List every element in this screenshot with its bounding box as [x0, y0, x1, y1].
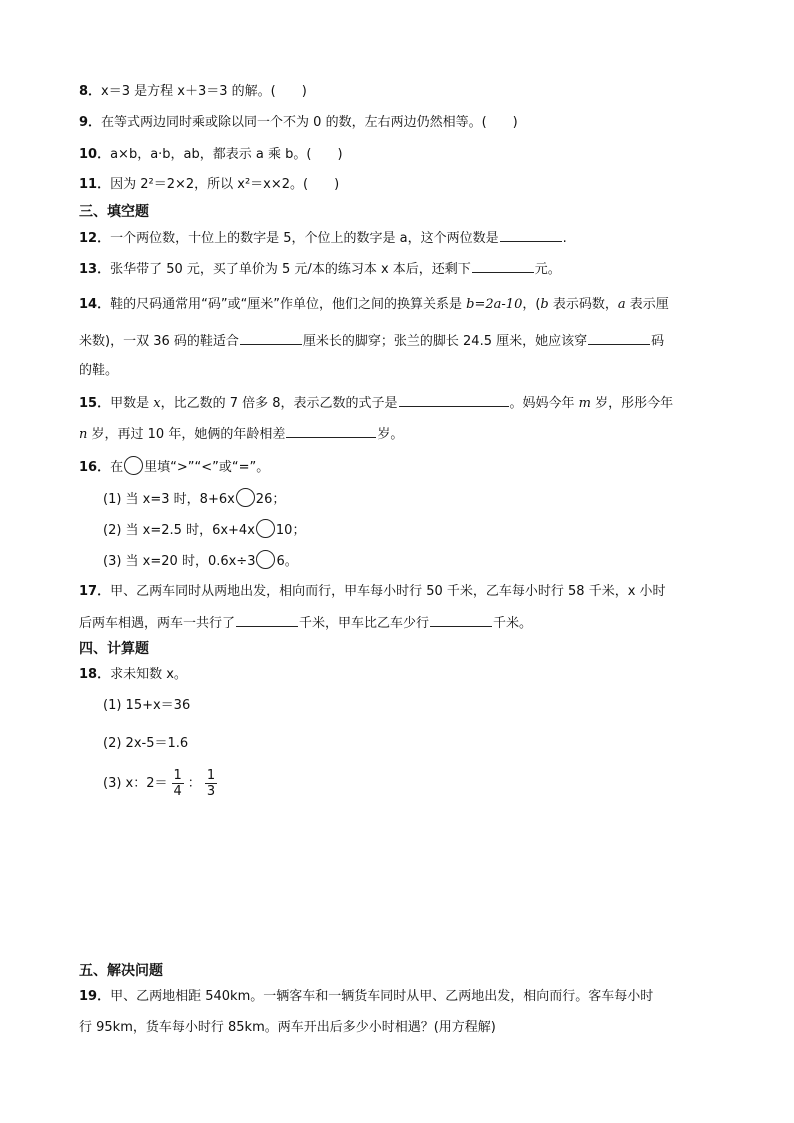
question-16 [79, 456, 269, 478]
question-text: ，( [522, 297, 541, 312]
answer-blank[interactable] [430, 613, 492, 627]
question-12 [79, 228, 567, 249]
answer-blank[interactable] [500, 228, 562, 242]
question-16-part-2 [103, 519, 305, 541]
question-18-part-3 [103, 768, 221, 799]
variable-b: b [540, 297, 549, 312]
question-11 [79, 175, 339, 195]
formula: b=2a-10 [466, 297, 523, 312]
question-number: 11． [79, 177, 111, 192]
variable-a: a [617, 297, 626, 312]
sub-question-text: (1) 当 x=3 时，8+6x [103, 492, 235, 507]
question-14-line-3: 的鞋。 [79, 363, 119, 378]
comparison-circle[interactable] [236, 488, 255, 507]
fraction-one-quarter [172, 768, 184, 799]
question-text: 鞋的尺码通常用“码”或“厘米”作单位，他们之间的换算关系是 [110, 297, 467, 312]
question-text: 千米。 [493, 616, 533, 631]
question-number: 19． [79, 989, 111, 1004]
question-text: 表示厘 [625, 297, 669, 312]
question-19-line-1 [79, 987, 653, 1007]
question-text: 千米，甲车比乙车少行 [299, 616, 430, 631]
section-title-calculation: 四、计算题 [79, 641, 149, 657]
question-number: 13． [79, 262, 111, 277]
circle-icon [124, 456, 143, 475]
question-15-line-1 [79, 393, 673, 414]
question-number: 9． [79, 115, 102, 130]
question-text: 码 [651, 334, 665, 349]
question-9 [79, 113, 518, 133]
answer-blank[interactable] [472, 259, 534, 273]
section-title-problem-solving: 五、解决问题 [79, 963, 163, 979]
question-19-line-2: 行 95km，货车每小时行 85km。两车开出后多少小时相遇？(用方程解) [79, 1020, 496, 1035]
question-text: 在等式两边同时乘或除以同一个不为 0 的数，左右两边仍然相等。( ) [101, 115, 518, 130]
question-text: a×b，a·b，ab，都表示 a 乘 b。( ) [110, 147, 343, 162]
comparison-circle[interactable] [256, 519, 275, 538]
numerator: 1 [206, 768, 216, 783]
question-14-line-1 [79, 295, 669, 315]
sub-question-text: 10； [275, 523, 306, 538]
answer-blank[interactable] [588, 331, 650, 345]
answer-blank[interactable] [236, 613, 298, 627]
variable-n: n [79, 427, 88, 442]
question-8 [79, 82, 307, 102]
sub-question-text: (3) 当 x=20 时，0.6x÷3 [103, 554, 256, 569]
question-18 [79, 665, 187, 685]
sub-question-text: 26； [255, 492, 286, 507]
question-text: 岁，彤彤今年 [591, 396, 674, 411]
sub-question-text: 6。 [276, 554, 298, 569]
question-17-line-2 [79, 613, 532, 634]
answer-blank[interactable] [240, 331, 302, 345]
sub-question-text: (2) 当 x=2.5 时，6x+4x [103, 523, 255, 538]
question-text: 甲、乙两车同时从两地出发，相向而行，甲车每小时行 50 千米，乙车每小时行 58 千米，x 小时 [110, 584, 666, 599]
numerator: 1 [173, 768, 182, 783]
question-18-part-2: (2) 2x-5＝1.6 [103, 736, 189, 751]
sub-question-text: (3) x：2＝ [103, 776, 168, 791]
fraction-one-third [205, 768, 217, 799]
question-13 [79, 259, 561, 280]
answer-blank[interactable] [286, 424, 376, 438]
question-15-line-2 [79, 424, 403, 445]
question-text: 米数)，一双 36 码的鞋适合 [79, 334, 239, 349]
question-text: 岁。 [377, 427, 404, 442]
section-title-fill-in: 三、填空题 [79, 204, 149, 220]
question-number: 16． [79, 460, 111, 475]
question-text: 岁，再过 10 年，她俩的年龄相差 [87, 427, 286, 442]
variable-x: x [153, 396, 161, 411]
question-text: 表示码数， [548, 297, 618, 312]
question-text-end: 元。 [534, 262, 561, 277]
question-number: 17． [79, 584, 111, 599]
question-14-line-2 [79, 331, 664, 352]
question-number: 10． [79, 147, 111, 162]
question-text: 张华带了 50 元，买了单价为 5 元/本的练习本 x 本后，还剩下 [110, 262, 471, 277]
question-10 [79, 145, 343, 165]
comparison-circle[interactable] [256, 550, 275, 569]
denominator: 4 [173, 784, 182, 799]
question-text: 甲数是 [110, 396, 154, 411]
question-16-part-1 [103, 488, 285, 510]
question-number: 8． [79, 84, 102, 99]
question-number: 12． [79, 231, 111, 246]
question-text: 后两车相遇，两车一共行了 [79, 616, 236, 631]
answer-blank[interactable] [399, 393, 509, 407]
question-text: x＝3 是方程 x＋3＝3 的解。( ) [101, 84, 307, 99]
question-text: 甲、乙两地相距 540km。一辆客车和一辆货车同时从甲、乙两地出发，相向而行。客车每小时 [110, 989, 654, 1004]
question-text: 厘米长的脚穿；张兰的脚长 24.5 厘米，她应该穿 [302, 334, 588, 349]
question-text: 。妈妈今年 [509, 396, 579, 411]
question-text: 里填“>”“<”或“=”。 [144, 460, 270, 475]
question-text: 一个两位数，十位上的数字是 5，个位上的数字是 a，这个两位数是 [110, 231, 499, 246]
question-text: ，比乙数的 7 倍多 8，表示乙数的式子是 [160, 396, 398, 411]
question-number: 15． [79, 396, 111, 411]
question-text: 因为 2²＝2×2，所以 x²＝x×2。( ) [110, 177, 340, 192]
question-number: 14． [79, 297, 111, 312]
question-number: 18． [79, 667, 111, 682]
denominator: 3 [206, 784, 216, 799]
question-17-line-1 [79, 582, 666, 602]
question-text: 求未知数 x。 [110, 667, 187, 682]
question-16-part-3 [103, 550, 298, 572]
question-text: 在 [110, 460, 124, 475]
ratio-colon: ： [187, 776, 201, 791]
question-18-part-1: (1) 15+x＝36 [103, 698, 191, 713]
variable-m: m [578, 396, 591, 411]
question-text-end: . [562, 231, 567, 246]
